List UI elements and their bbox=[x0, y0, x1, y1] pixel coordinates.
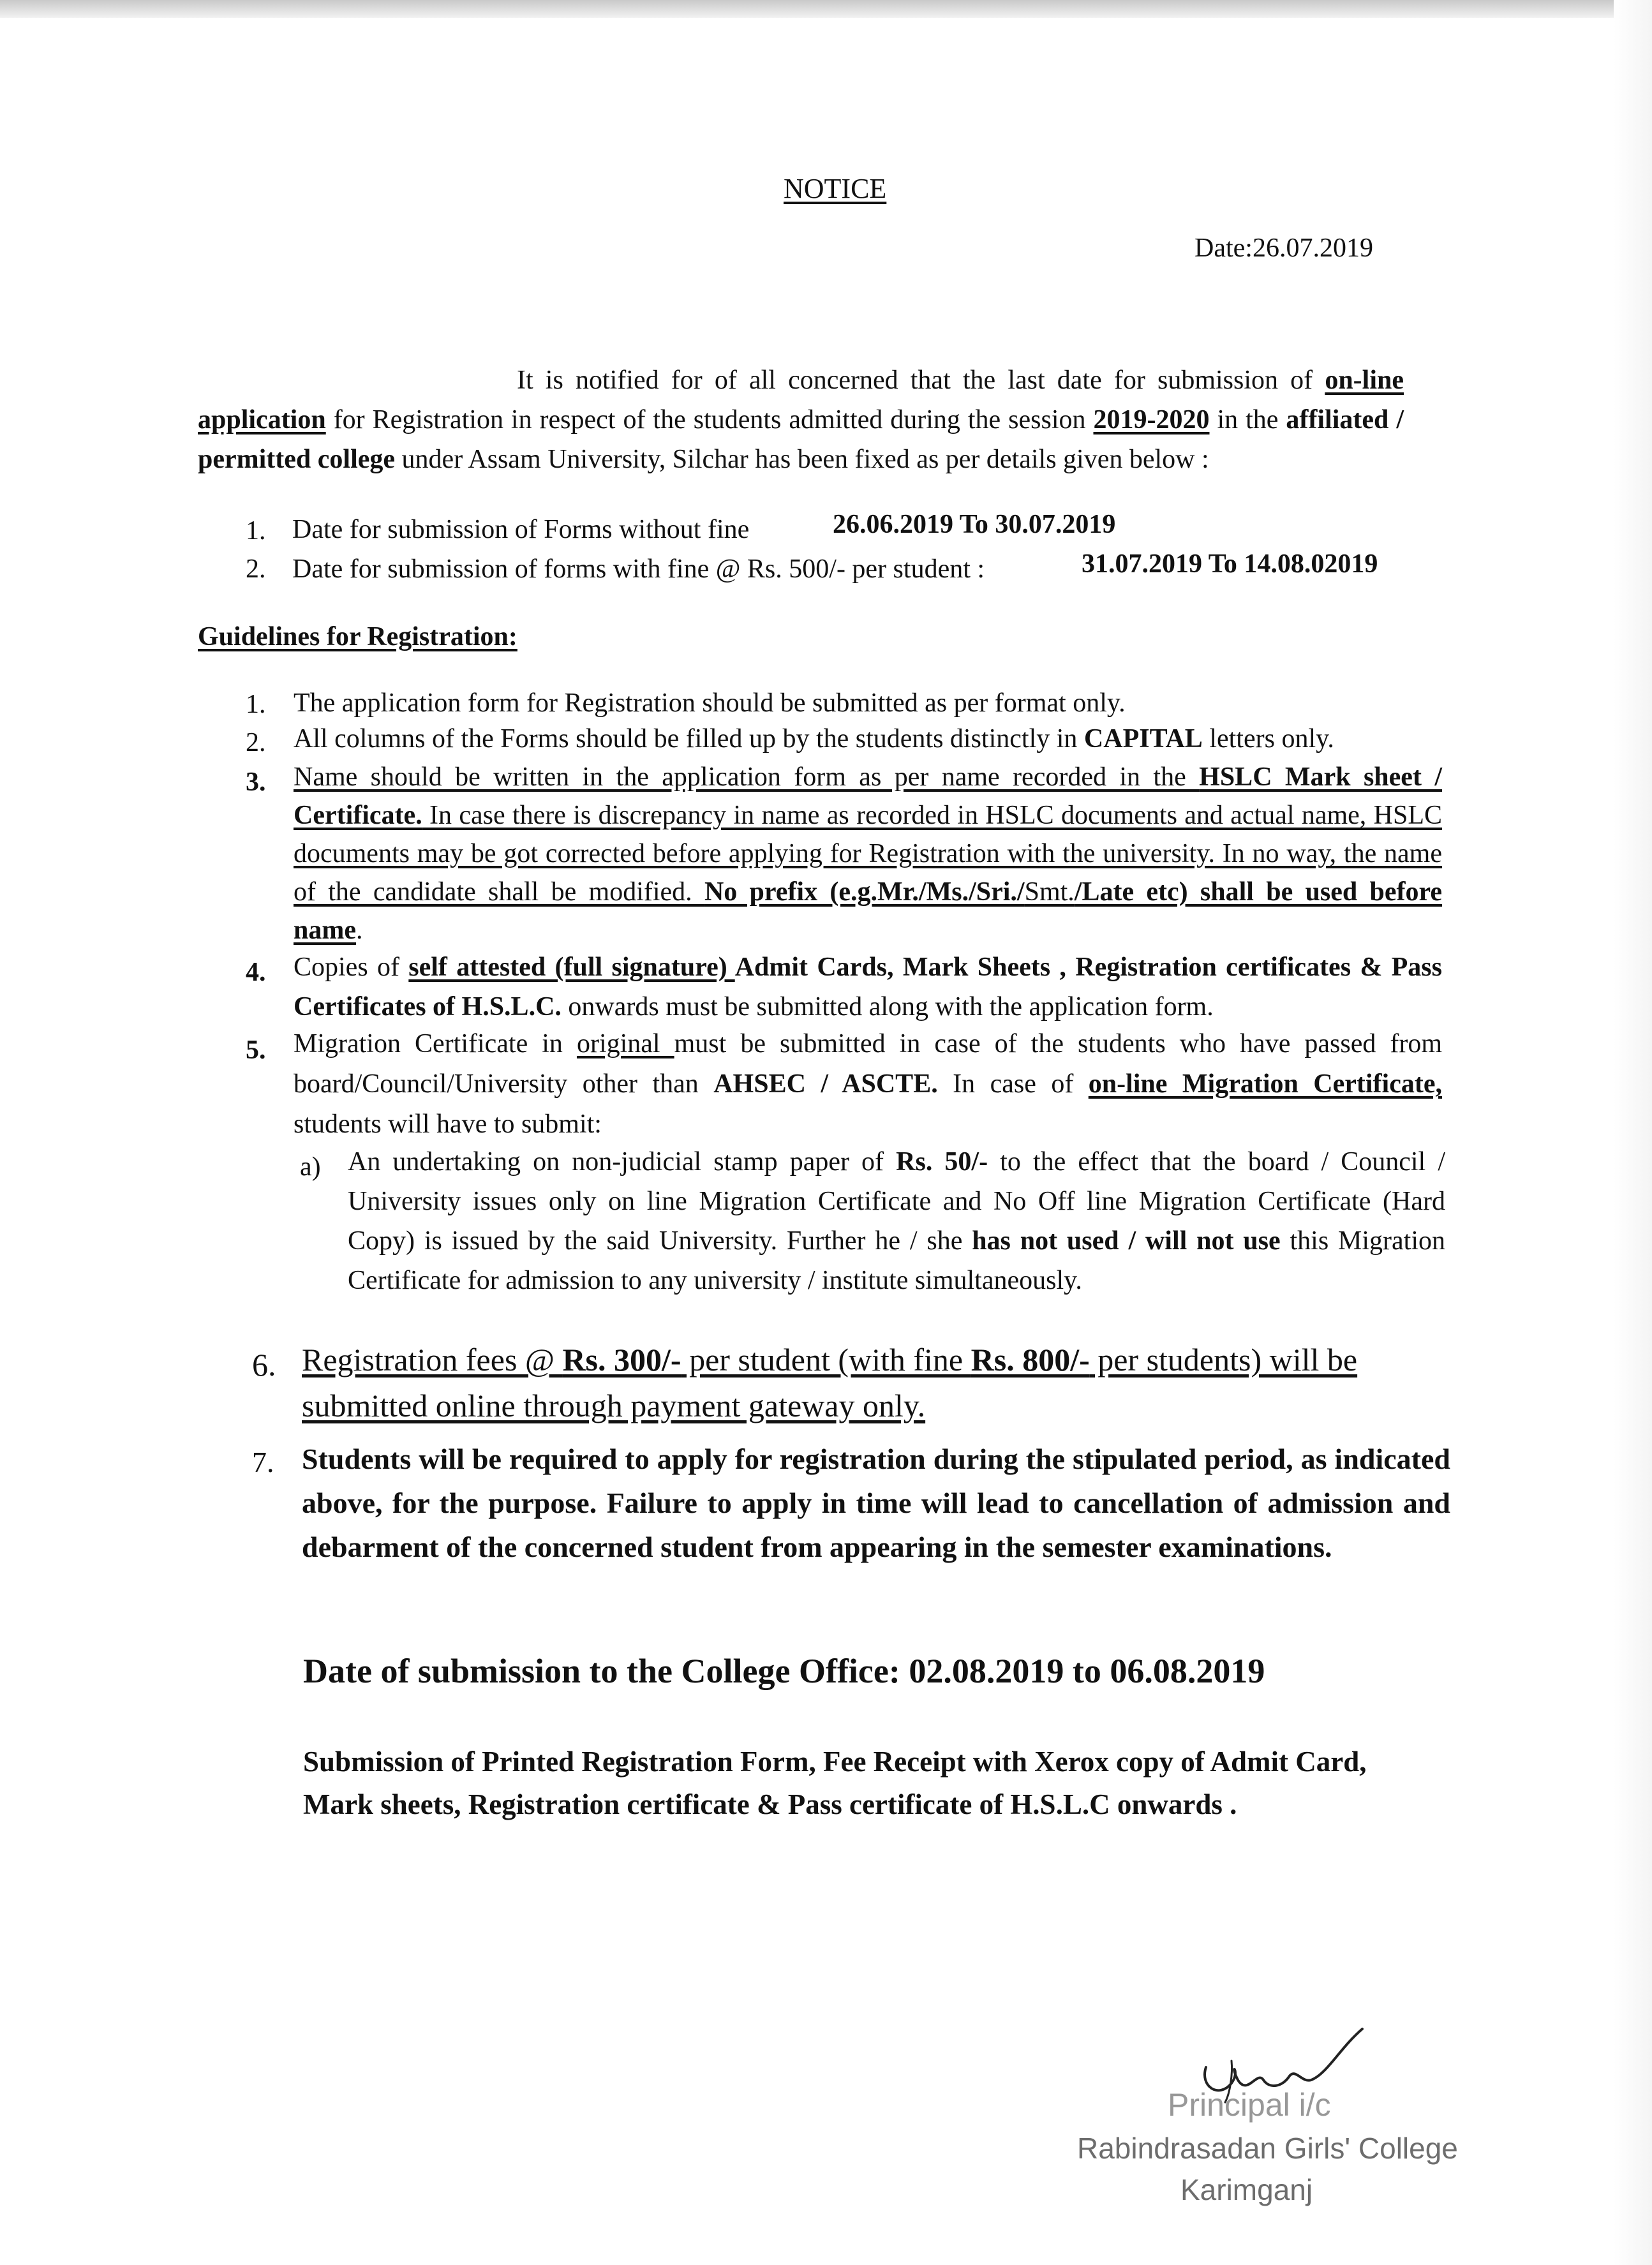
intro-text-3: in the bbox=[1209, 405, 1286, 434]
notice-date: Date:26.07.2019 bbox=[1194, 234, 1373, 263]
guidelines-heading: Guidelines for Registration: bbox=[198, 622, 517, 651]
guideline-6-c: per students) will be submitted online through payment gateway only. bbox=[302, 1342, 1358, 1423]
guideline-4-number: 4. bbox=[246, 958, 266, 987]
guideline-7-text: Students will be required to apply for registration during the stipulated period, as indicated above, for the purpose. Failure to apply in time will lead to cancellation of admission and debarment of the concerned student from appearing in the semester examinations. bbox=[302, 1443, 1450, 1563]
online-application-term: on-line application bbox=[198, 366, 1404, 434]
guideline-4-a: Copies of bbox=[294, 953, 409, 982]
guideline-5-a: Migration Certificate in bbox=[294, 1029, 577, 1058]
affiliated-term: affiliated / permitted college bbox=[198, 405, 1404, 474]
notice-title: NOTICE bbox=[784, 173, 887, 204]
guideline-3-number: 3. bbox=[246, 768, 266, 797]
guideline-4-selfattested: self attested (full signature) bbox=[408, 953, 735, 982]
guideline-5a-b: to the effect that the board / Council / University issues only on line Migration Certificate and No Off line Migration Certificate (Hard Copy) is issued by the said University. Further he / she bbox=[348, 1147, 1445, 1256]
scan-top-shadow bbox=[0, 0, 1652, 18]
guideline-5-c: In case of bbox=[937, 1069, 1089, 1099]
intro-text-4: under Assam University, Silchar has been fixed as per details given below : bbox=[395, 445, 1209, 474]
guideline-5-number: 5. bbox=[246, 1036, 266, 1065]
guideline-2-b: letters only. bbox=[1202, 724, 1334, 754]
guideline-5-online-migration: on-line Migration Certificate, bbox=[1088, 1069, 1442, 1099]
guideline-5a-c: this Migration Certificate for admission to any university / institute simultaneously. bbox=[348, 1226, 1445, 1295]
date-item-2-value: 31.07.2019 To 14.08.02019 bbox=[1082, 549, 1378, 579]
submission-note: Submission of Printed Registration Form, Fee Receipt with Xerox copy of Admit Card, Mark sheets, Registration certificate & Pass certificate of H.S.L.C onwards . bbox=[303, 1746, 1367, 1820]
guideline-5a-rs: Rs. 50/- bbox=[896, 1147, 988, 1177]
guideline-6-rs300: Rs. 300/- bbox=[562, 1342, 681, 1378]
guideline-2-text bbox=[294, 720, 1334, 758]
guideline-6-number: 6. bbox=[252, 1347, 276, 1383]
date-item-1-number: 1. bbox=[246, 516, 266, 546]
guideline-2-a: All columns of the Forms should be filled up by the students distinctly in bbox=[294, 724, 1084, 754]
guideline-5a-a: An undertaking on non-judicial stamp paper of bbox=[348, 1147, 897, 1177]
guideline-2-number: 2. bbox=[246, 728, 266, 757]
guideline-3-a: Name should be written in the application form as per name recorded in the bbox=[294, 762, 1200, 792]
guideline-2-capital: CAPITAL bbox=[1083, 724, 1203, 754]
guideline-6-rs800: Rs. 800/- bbox=[971, 1342, 1090, 1378]
guideline-5-ahsec: AHSEC / ASCTE. bbox=[713, 1069, 938, 1099]
intro-text-2: for Registration in respect of the students admitted during the session bbox=[325, 405, 1094, 434]
guideline-3-end: . bbox=[356, 916, 363, 945]
college-submission-dates: Date of submission to the College Office: 02.08.2019 to 06.08.2019 bbox=[303, 1652, 1265, 1690]
signatory-college: Rabindrasadan Girls' College bbox=[1077, 2132, 1458, 2165]
guideline-7-number: 7. bbox=[252, 1446, 274, 1478]
signatory-place: Karimganj bbox=[1180, 2173, 1313, 2206]
guideline-1-text: The application form for Registration should be submitted as per format only. bbox=[294, 688, 1126, 718]
guideline-5a-number: a) bbox=[300, 1152, 321, 1182]
intro-paragraph bbox=[198, 360, 1404, 479]
guideline-4-c: onwards must be submitted along with the application form. bbox=[561, 992, 1214, 1021]
guideline-3-b: In case there is discrepancy in name as recorded in HSLC documents and actual name, HSLC documents may be got corrected before applying for Registration with the university. In no way, the name of the candidate shall be modified. bbox=[294, 801, 1442, 907]
guideline-6-text bbox=[302, 1337, 1450, 1429]
guideline-5-text bbox=[294, 1024, 1442, 1145]
signatory-designation: Principal i/c bbox=[1168, 2087, 1331, 2123]
guideline-4-b: Admit Cards, Mark Sheets , Registration certificates & Pass Certificates of H.S.L.C. bbox=[294, 953, 1442, 1021]
guideline-5a-notused: has not used / will not use bbox=[972, 1226, 1281, 1256]
guideline-3-late: /Late etc) shall be used before name bbox=[294, 877, 1442, 945]
guideline-3-smt: Smt. bbox=[1024, 877, 1075, 907]
date-item-1-value: 26.06.2019 To 30.07.2019 bbox=[833, 510, 1116, 539]
guideline-5a-text bbox=[348, 1142, 1445, 1300]
session-term: 2019-2020 bbox=[1093, 405, 1210, 434]
guideline-6-a: Registration fees @ bbox=[302, 1342, 563, 1378]
guideline-3-text bbox=[294, 758, 1442, 949]
guideline-6-b: per student (with fine bbox=[681, 1342, 971, 1378]
guideline-5-d: students will have to submit: bbox=[294, 1110, 602, 1139]
guideline-5-b: must be submitted in case of the students who have passed from board/Council/University other than bbox=[294, 1029, 1442, 1099]
date-item-2-label: Date for submission of forms with fine @ Rs. 500/- per student : bbox=[292, 554, 985, 584]
guideline-1-number: 1. bbox=[246, 690, 266, 719]
scan-right-edge bbox=[1614, 0, 1652, 2265]
intro-text-1: It is notified for of all concerned that the last date for submission of bbox=[517, 366, 1325, 395]
date-item-2-number: 2. bbox=[246, 554, 266, 584]
date-item-1-label: Date for submission of Forms without fine bbox=[292, 515, 750, 544]
guideline-3-hslc: HSLC Mark sheet / Certificate. bbox=[294, 762, 1443, 830]
guideline-3-noprefix: No prefix (e.g.Mr./Ms./Sri./ bbox=[704, 877, 1025, 907]
guideline-5-original: original bbox=[576, 1029, 674, 1058]
guideline-4-text bbox=[294, 947, 1442, 1027]
